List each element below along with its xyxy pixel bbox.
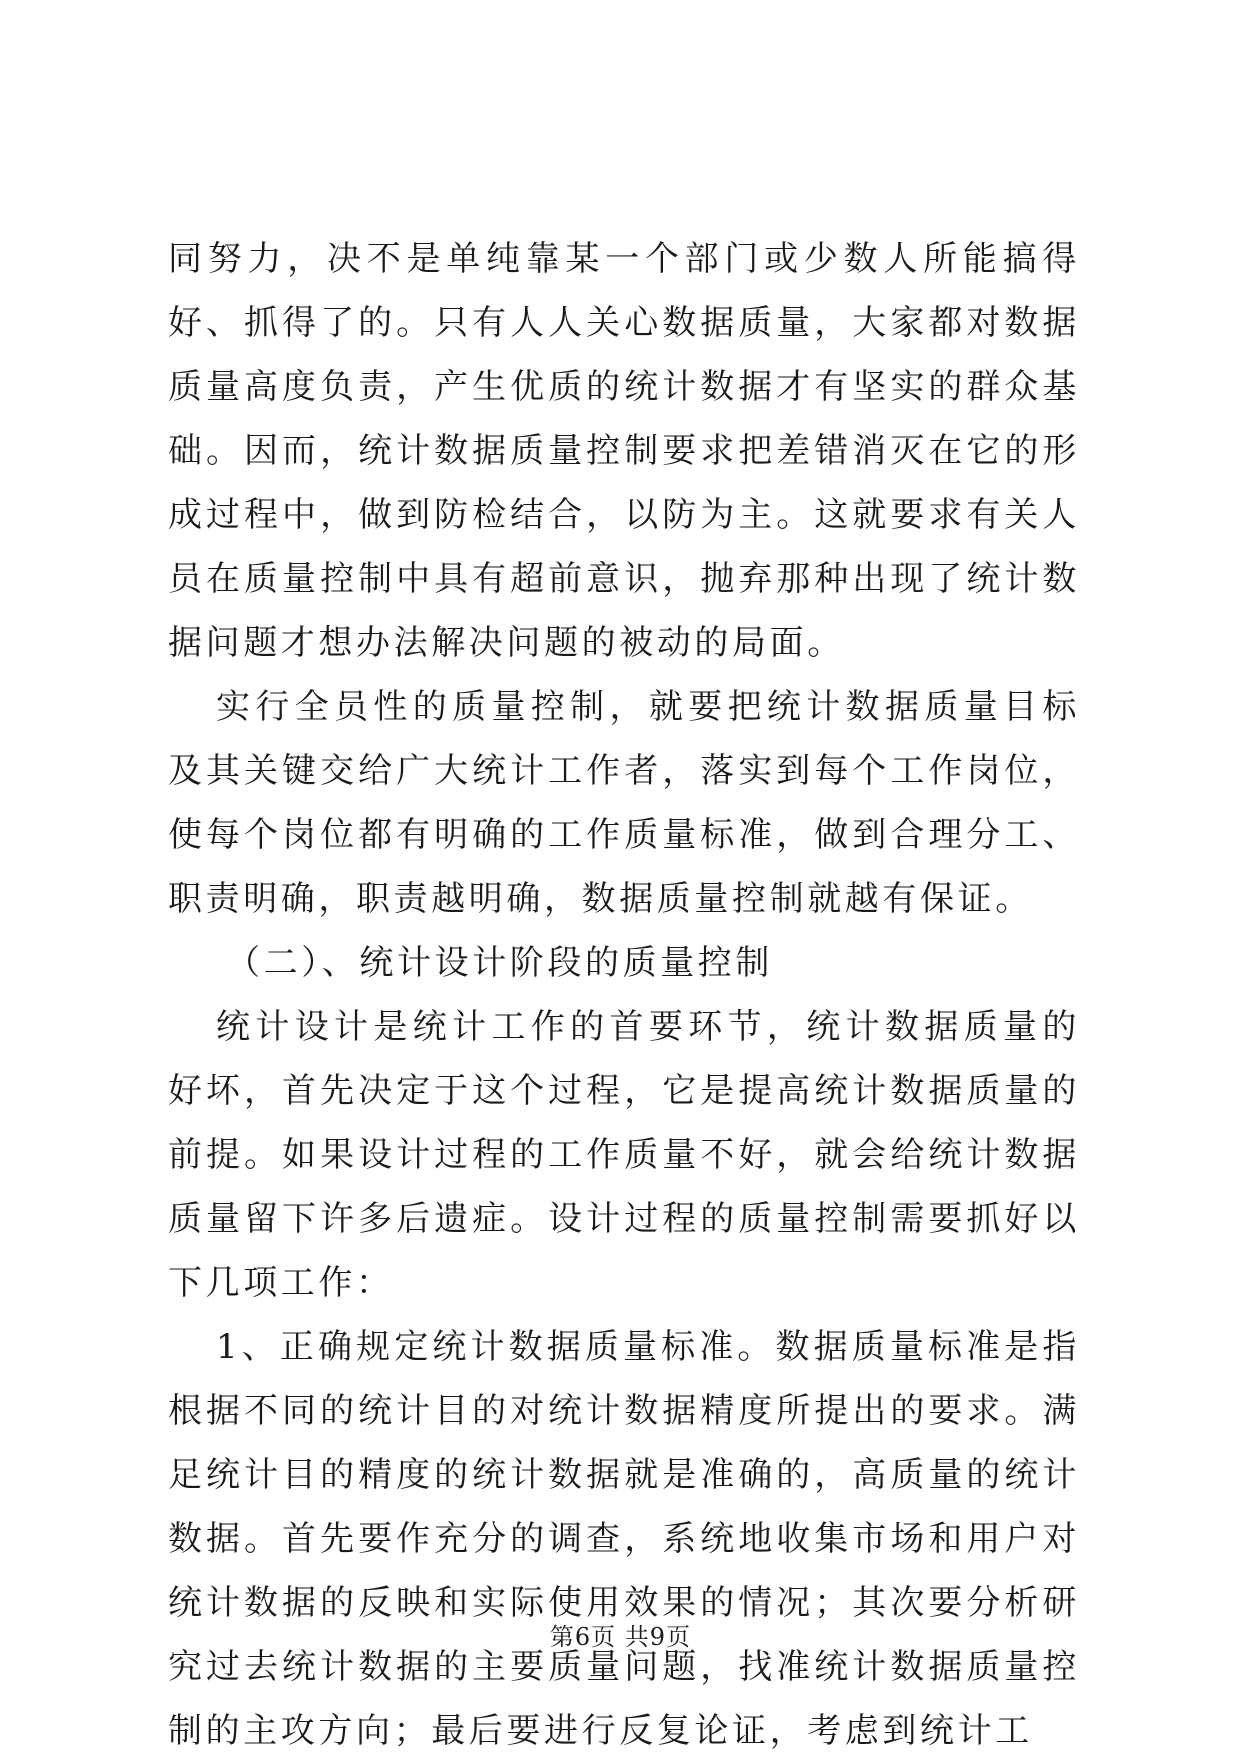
section-heading: （二）、统计设计阶段的质量控制 xyxy=(226,943,773,983)
page-number-footer: 第6页 共9页 xyxy=(549,1623,692,1651)
document-body xyxy=(168,227,1080,1763)
paragraph-continuation: 同努力，决不是单纯靠某一个部门或少数人所能搞得好、抓得了的。只有人人关心数据质量，大家都对数据质量高度负责，产生优质的统计数据才有坚实的群众基础。因而，统计数据质量控制要求把差错消灭在它的形成过程中，做到防检结合，以防为主。这就要求有关人员在质量控制中具有超前意识，抛弃那种出现了统计数据问题才想办法解决问题的被动的局面。 xyxy=(168,239,1080,663)
paragraph-quality-standard: 1、正确规定统计数据质量标准。数据质量标准是指根据不同的统计目的对统计数据精度所提出的要求。满足统计目的精度的统计数据就是准确的，高质量的统计数据。首先要作充分的调查，系统地收集市场和用户对统计数据的反映和实际使用效果的情况；其次要分析研究过去统计数据的主要质量问题，找准统计数据质量控制的主攻方向；最后要进行反复论证，考虑到统计工 xyxy=(168,1327,1080,1751)
paragraph-design-stage: 统计设计是统计工作的首要环节，统计数据质量的好坏，首先决定于这个过程，它是提高统计数据质量的前提。如果设计过程的工作质量不好，就会给统计数据质量留下许多后遗症。设计过程的质量控制需要抓好以下几项工作： xyxy=(168,1007,1080,1303)
paragraph-full-staff-control: 实行全员性的质量控制，就要把统计数据质量目标及其关键交给广大统计工作者，落实到每个工作岗位，使每个岗位都有明确的工作质量标准，做到合理分工、职责明确，职责越明确，数据质量控制就越有保证。 xyxy=(168,687,1080,919)
